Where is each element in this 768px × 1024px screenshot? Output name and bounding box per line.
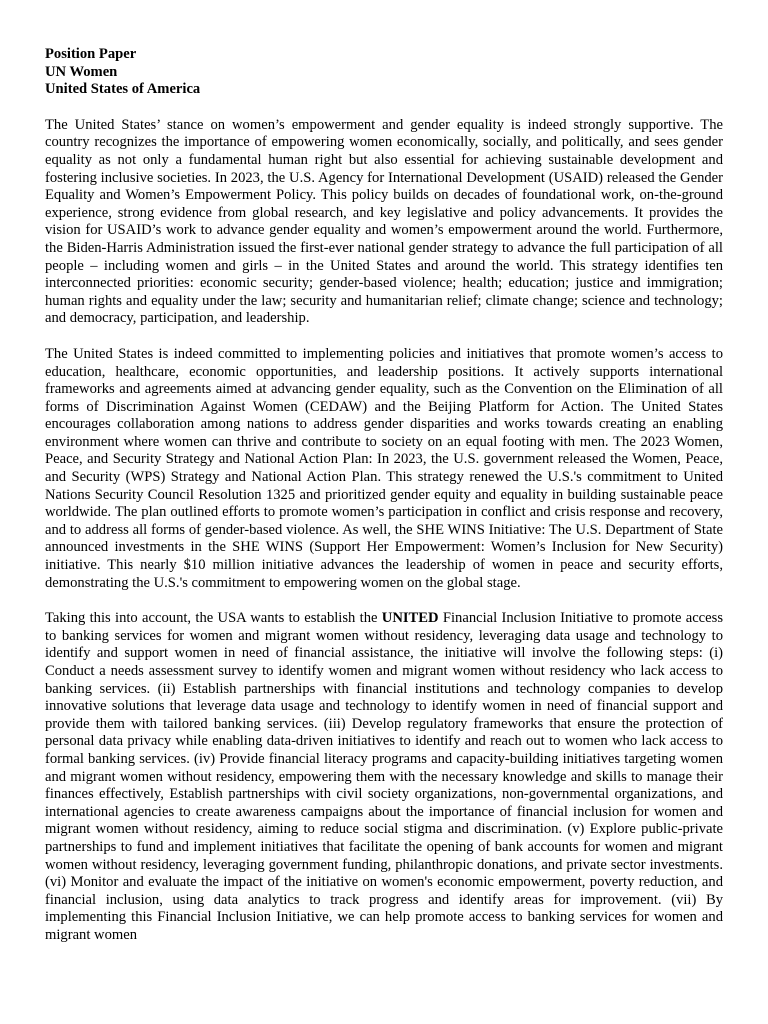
- paragraph-initiative-intro: Taking this into account, the USA wants to establish the: [45, 610, 382, 627]
- paragraph-stance: The United States’ stance on women’s empowerment and gender equality is indeed strongly supportive. The country recognizes the importance of empowering women economically, socially, and politically, and sees gender equality as not only a fundamental human right but also essential for achieving sustainable development and fostering inclusive societies. In 2023, the U.S. Agency for International Development (USAID) released the Gender Equality and Women’s Empowerment Policy. This policy builds on decades of foundational work, on-the-ground experience, strong evidence from global research, and key legislative and policy advancements. It provides the vision for USAID’s work to advance gender equality and women’s empowerment around the world. Furthermore, the Biden-Harris Administration issued the first-ever national gender strategy to advance the full participation of all people – including women and girls – in the United States and around the world. This strategy identifies ten interconnected priorities: economic security; gender-based violence; health; education; justice and immigration; human rights and equality under the law; security and humanitarian relief; climate change; science and technology; and democracy, participation, and leadership.: [45, 116, 723, 327]
- paragraph-initiative-body: Financial Inclusion Initiative to promote access to banking services for women and migrant women without residency, leveraging data usage and technology to identify and support women in need of financial assistance, the initiative will involve the following steps: (i) Conduct a needs assessment survey to identify women and migrant women without residency who lack access to banking services. (ii) Establish partnerships with financial institutions and technology companies to develop innovative solutions that leverage data usage and technology to identify women in need of financial support and provide them with tailored banking services. (iii) Develop regulatory frameworks that ensure the protection of personal data privacy while enabling data-driven initiatives to identify and reach out to women who lack access to formal banking services. (iv) Provide financial literacy programs and capacity-building initiatives targeting women and migrant women without residency, empowering them with the necessary knowledge and skills to manage their finances effectively, Establish partnerships with civil society organizations, non-governmental organizations, and international agencies to create awareness campaigns about the importance of financial inclusion for women and migrant women without residency, aiming to reduce social stigma and discrimination. (v) Explore public-private partnerships to fund and implement initiatives that facilitate the opening of bank accounts for women and migrant women without residency, leveraging government funding, philanthropic donations, and private sector investments. (vi) Monitor and evaluate the impact of the initiative on women's economic empowerment, poverty reduction, and financial inclusion, using data analytics to track progress and identify areas for improvement. (vii) By implementing this Financial Inclusion Initiative, we can help promote access to banking services for women and migrant women: [45, 610, 723, 943]
- document-header: [45, 46, 723, 99]
- paragraph-commitments: The United States is indeed committed to implementing policies and initiatives that promote women’s access to education, healthcare, economic opportunities, and leadership positions. It actively supports international frameworks and agreements aimed at advancing gender equality, such as the Convention on the Elimination of all forms of Discrimination Against Women (CEDAW) and the Beijing Platform for Action. The United States encourages collaboration among nations to address gender disparities and works towards creating an enabling environment where women can thrive and contribute to society on an equal footing with men. The 2023 Women, Peace, and Security Strategy and National Action Plan: In 2023, the U.S. government released the Women, Peace, and Security (WPS) Strategy and National Action Plan. This strategy renewed the U.S.'s commitment to United Nations Security Council Resolution 1325 and prioritized gender equity and equality in building sustainable peace worldwide. The plan outlined efforts to promote women’s participation in conflict and crisis response and recovery, and to address all forms of gender-based violence. As well, the SHE WINS Initiative: The U.S. Department of State announced investments in the SHE WINS (Support Her Empowerment: Women’s Inclusion for New Security) initiative. This nearly $10 million initiative advances the leadership of women in peace and security efforts, demonstrating the U.S.'s commitment to empowering women on the global stage.: [45, 345, 723, 591]
- country-heading: United States of America: [45, 81, 201, 98]
- document-type-heading: Position Paper: [45, 46, 137, 62]
- paragraph-initiative: [45, 610, 723, 944]
- initiative-name-bold: UNITED: [381, 610, 439, 627]
- committee-heading: UN Women: [45, 63, 118, 80]
